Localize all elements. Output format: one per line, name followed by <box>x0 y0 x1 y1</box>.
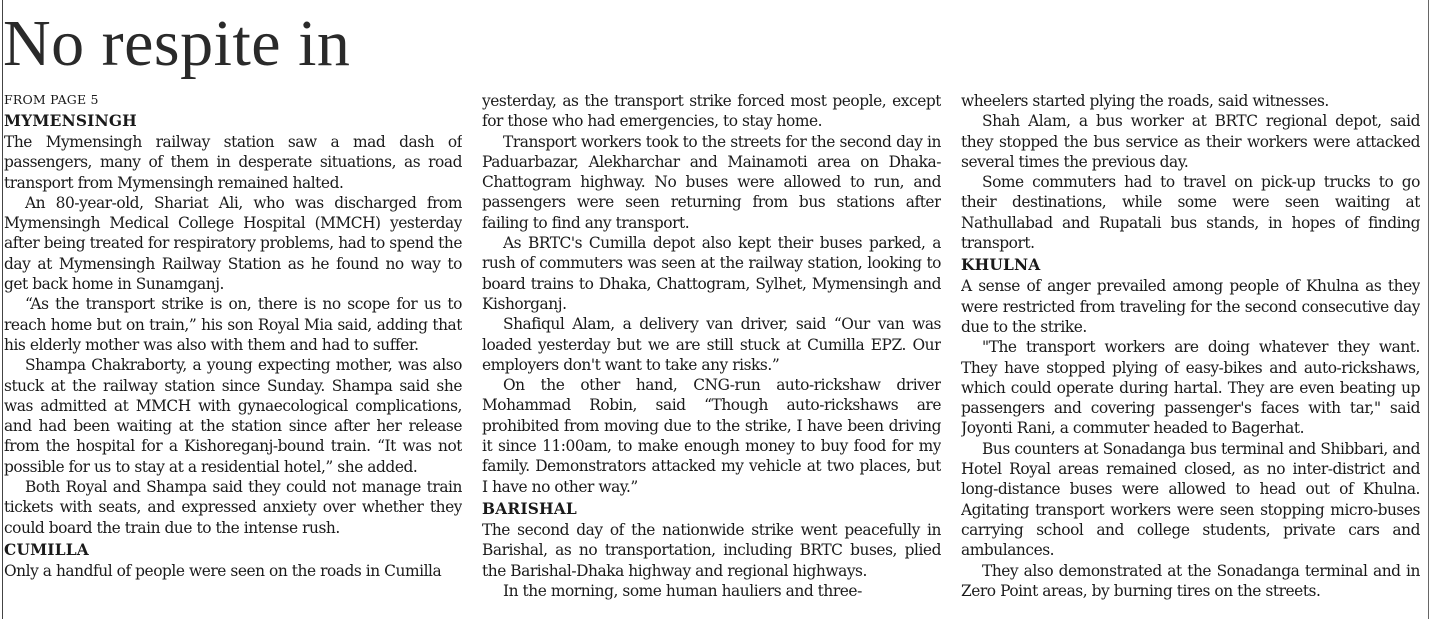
paragraph: Some commuters had to travel on pick-up trucks to go their destinations, while some were seen waiting at Nathullabad and Rupatali bus stands, in hopes of finding transport. <box>961 173 1420 253</box>
subhead-mymensingh: MYMENSINGH <box>4 112 137 130</box>
paragraph: “As the transport strike is on, there is no scope for us to reach home but on train,” his son Royal Mia said, adding that his elderly mother was also with them and had to suffer. <box>4 295 462 354</box>
paragraph: Shafiqul Alam, a delivery van driver, said “Our van was loaded yesterday but we are still stuck at Cumilla EPZ. Our employers don't want to take any risks.” <box>482 315 941 374</box>
paragraph: Shah Alam, a bus worker at BRTC regional depot, said they stopped the bus service as their workers were attacked several times the previous day. <box>961 112 1420 171</box>
jump-kicker: FROM PAGE 5 <box>4 92 99 107</box>
paragraph: An 80-year-old, Shariat Ali, who was discharged from Mymensingh Medical College Hospital (MMCH) yesterday after being treated for respiratory problems, had to spend the day at Mymensingh Railway Station as he found no way to get back home in Sunamganj. <box>4 193 462 294</box>
paragraph: Shampa Chakraborty, a young expecting mother, was also stuck at the railway station since Sunday. Shampa said she was admitted at MMCH with gynaecological complications, and had been waiting at the station since after her release from the hospital for a Kishoreganj-bound train. “It was not possible for us to stay at a residential hotel,” she added. <box>4 356 462 476</box>
left-column-rule <box>2 0 3 619</box>
paragraph: In the morning, some human hauliers and three- <box>503 581 862 600</box>
article-column-1 <box>4 90 462 616</box>
paragraph: Both Royal and Shampa said they could not manage train tickets with seats, and expressed anxiety over whether they could board the train due to the intense rush. <box>4 478 462 537</box>
article-column-3 <box>961 91 1420 617</box>
subhead-barishal: BARISHAL <box>482 499 577 518</box>
paragraph-continued: wheelers started plying the roads, said witnesses. <box>961 92 1329 110</box>
paragraph: Transport workers took to the streets for the second day in Paduarbazar, Alekharchar and Mainamoti area on Dhaka-Chattogram highway. No buses were allowed to run, and passengers were seen returning from bus stations after failing to find any transport. <box>482 132 941 232</box>
paragraph: The second day of the nationwide strike went peacefully in Barishal, as no transportation, including BRTC buses, plied the Barishal-Dhaka highway and regional highways. <box>482 520 941 580</box>
paragraph-continued: yesterday, as the transport strike forced most people, except for those who had emergencies, to stay home. <box>482 92 941 131</box>
subhead-cumilla: CUMILLA <box>4 540 89 559</box>
paragraph: "The transport workers are doing whatever they want. They have stopped plying of easy-bikes and auto-rickshaws, which could operate during hartal. They are even beating up passengers and covering passenger's faces with tar," said Joyonti Rani, a commuter headed to Bagerhat. <box>961 338 1420 438</box>
headline: No respite in <box>3 7 351 80</box>
article-column-2 <box>482 91 941 617</box>
paragraph: Bus counters at Sonadanga bus terminal and Shibbari, and Hotel Royal areas remained closed, as no inter-district and long-distance buses were allowed to head out of Khulna. Agitating transport workers were seen stopping micro-buses carrying school and college students, private cars and ambulances. <box>961 439 1420 560</box>
paragraph: A sense of anger prevailed among people of Khulna as they were restricted from traveling for the second consecutive day due to the strike. <box>961 277 1420 336</box>
paragraph: On the other hand, CNG-run auto-rickshaw driver Mohammad Robin, said “Though auto-rickshaws are prohibited from moving due to the strike, I have been driving it since 11:00am, to make enough money to buy food for my family. Demonstrators attacked my vehicle at two places, but I have no other way.” <box>482 376 941 496</box>
paragraph: As BRTC's Cumilla depot also kept their buses parked, a rush of commuters was seen at the railway station, looking to board trains to Dhaka, Chattogram, Sylhet, Mymensingh and Kishorganj. <box>482 234 941 313</box>
paragraph: They also demonstrated at the Sonadanga terminal and in Zero Point areas, by burning tires on the streets. <box>961 561 1420 600</box>
subhead-khulna: KHULNA <box>961 256 1041 275</box>
paragraph: The Mymensingh railway station saw a mad dash of passengers, many of them in desperate situations, as road transport from Mymensingh remained halted. <box>4 133 462 192</box>
right-column-rule <box>1428 0 1429 619</box>
paragraph: Only a handful of people were seen on the roads in Cumilla <box>4 561 442 580</box>
